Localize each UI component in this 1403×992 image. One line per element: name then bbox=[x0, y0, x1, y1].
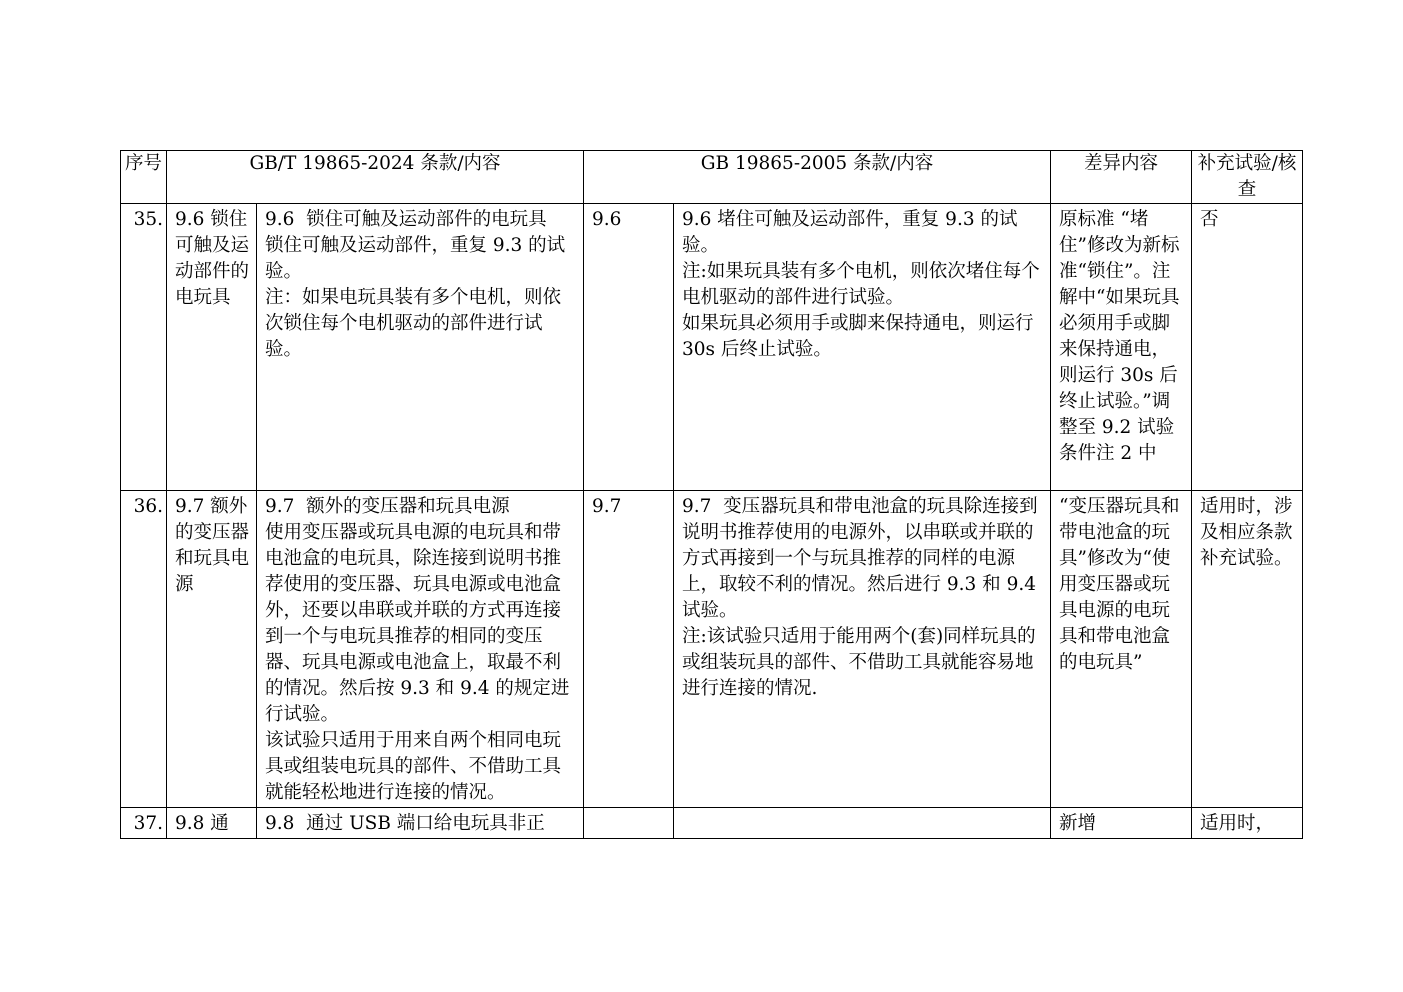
diff-content: 原标准 “堵住”修改为新标准“锁住”。注解中“如果玩具必须用手或脚来保持通电，则运行 30s 后终止试验。”调整至 9.2 试验条件注 2 中 bbox=[1051, 204, 1192, 491]
old-clause-number: 9.6 bbox=[584, 204, 674, 491]
header-gbt-2024: GB/T 19865-2024 条款/内容 bbox=[167, 151, 584, 204]
new-clause-content: 9.7 额外的变压器和玩具电源 使用变压器或玩具电源的电玩具和带电池盒的电玩具，除连接到说明书推荐使用的变压器、玩具电源或电池盒外，还要以串联或并联的方式再连接到一个与电玩具推荐的相同的变压器、玩具电源或电池盒上，取最不利的情况。然后按 9.3 和 9.4 的规定进行试验。 该试验只适用于用来自两个相同电玩具或组装电玩具的部件、不借助工具就能轻松地进行连接的情况。 bbox=[257, 491, 584, 808]
table-row bbox=[121, 204, 1303, 491]
old-clause-number: 9.7 bbox=[584, 491, 674, 808]
supplementary-check: 适用时， bbox=[1192, 808, 1303, 839]
table-row bbox=[121, 808, 1303, 839]
old-clause-content: 9.7 变压器玩具和带电池盒的玩具除连接到说明书推荐使用的电源外，以串联或并联的方式再接到一个与玩具推荐的同样的电源上，取较不利的情况。然后进行 9.3 和 9.4 试验。 注:该试验只适用于能用两个(套)同样玩具的或组装玩具的部件、不借助工具就能容易地进行连接的情况. bbox=[674, 491, 1051, 808]
new-clause-title: 9.8 通 bbox=[167, 808, 257, 839]
supplementary-check: 适用时，涉及相应条款补充试验。 bbox=[1192, 491, 1303, 808]
new-clause-title: 9.7 额外的变压器和玩具电源 bbox=[167, 491, 257, 808]
supplementary-check: 否 bbox=[1192, 204, 1303, 491]
table-header-row bbox=[121, 151, 1303, 204]
diff-content: “变压器玩具和带电池盒的玩具”修改为“使用变压器或玩具电源的电玩具和带电池盒的电玩具” bbox=[1051, 491, 1192, 808]
row-seq: 37. bbox=[121, 808, 167, 839]
header-seq: 序号 bbox=[121, 151, 167, 204]
row-seq: 35. bbox=[121, 204, 167, 491]
row-seq: 36. bbox=[121, 491, 167, 808]
diff-content: 新增 bbox=[1051, 808, 1192, 839]
table-row bbox=[121, 491, 1303, 808]
header-gb-2005: GB 19865-2005 条款/内容 bbox=[584, 151, 1051, 204]
comparison-table bbox=[120, 150, 1303, 839]
header-check: 补充试验/核查 bbox=[1192, 151, 1303, 204]
new-clause-content: 9.6 锁住可触及运动部件的电玩具 锁住可触及运动部件，重复 9.3 的试验。 注：如果电玩具装有多个电机，则依次锁住每个电机驱动的部件进行试验。 bbox=[257, 204, 584, 491]
old-clause-content: 9.6 堵住可触及运动部件，重复 9.3 的试验。 注:如果玩具装有多个电机，则依次堵住每个电机驱动的部件进行试验。 如果玩具必须用手或脚来保持通电，则运行 30s 后终止试验。 bbox=[674, 204, 1051, 491]
old-clause-number bbox=[584, 808, 674, 839]
header-diff: 差异内容 bbox=[1051, 151, 1192, 204]
old-clause-content bbox=[674, 808, 1051, 839]
new-clause-title: 9.6 锁住可触及运动部件的电玩具 bbox=[167, 204, 257, 491]
new-clause-content: 9.8 通过 USB 端口给电玩具非正 bbox=[257, 808, 584, 839]
